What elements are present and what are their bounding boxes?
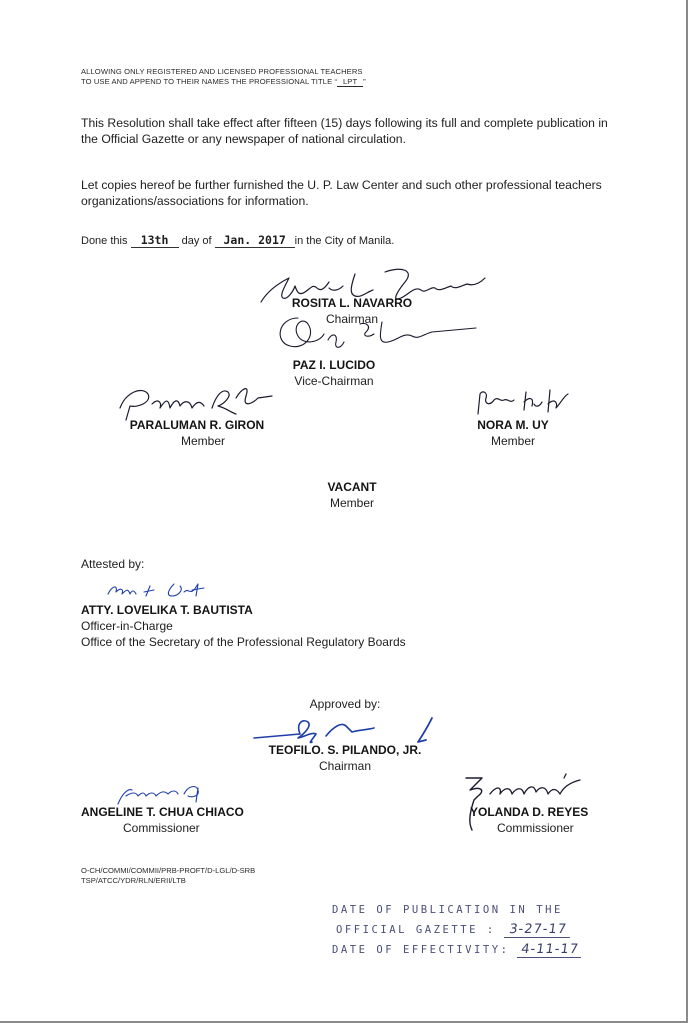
lucido-title: Vice-Chairman [294, 374, 374, 388]
vacant-name: VACANT [327, 480, 377, 494]
effectivity-date-field: 4-11-17 [517, 942, 583, 958]
gazette-date-field: 3-27-17 [504, 922, 572, 938]
resolution-title-header [81, 67, 366, 87]
approved-by-label: Approved by: [309, 697, 381, 711]
header-line-2: TO USE AND APPEND TO THEIR NAMES THE PROFESSIONAL TITLE “ LPT ” [81, 76, 366, 86]
chiaco-name: ANGELINE T. CHUA CHIACO [81, 805, 244, 819]
attested-by-label: Attested by: [81, 557, 145, 571]
navarro-name: ROSITA L. NAVARRO [291, 296, 413, 310]
uy-title: Member [490, 434, 536, 448]
publication-stamp-line-1: DATE OF PUBLICATION IN THE [332, 904, 563, 916]
lucido-name: PAZ I. LUCIDO [292, 358, 376, 372]
pilando-name: TEOFILO. S. PILANDO, JR. [268, 743, 422, 757]
bautista-title-2: Office of the Secretary of the Professional Regulatory Boards [81, 635, 406, 649]
header-line-1: ALLOWING ONLY REGISTERED AND LICENSED PROFESSIONAL TEACHERS [81, 67, 363, 76]
lpt-title: LPT [337, 78, 363, 87]
uy-name: NORA M. UY [477, 418, 549, 432]
month-year-field: Jan. 2017 [215, 233, 295, 248]
bautista-signature [104, 580, 216, 600]
done-this-line: Done this 13th day of Jan. 2017 in the City of Manila. [81, 233, 395, 247]
uy-signature [472, 384, 572, 420]
giron-name: PARALUMAN R. GIRON [129, 418, 265, 432]
reyes-name: YOLANDA D. REYES [470, 805, 589, 819]
chiaco-title: Commissioner [123, 821, 200, 835]
copies-paragraph: Let copies hereof be further furnished the U. P. Law Center and such other professional teachers organizations/associations for information. [81, 178, 602, 208]
bautista-title-1: Officer-in-Charge [81, 619, 173, 633]
lucido-signature [268, 312, 480, 362]
effectivity-paragraph: This Resolution shall take effect after fifteen (15) days following its full and complete publication in the Official Gazette or any newspaper of national circulation. [81, 116, 608, 146]
reyes-title: Commissioner [497, 821, 574, 835]
giron-signature [112, 378, 276, 422]
publication-stamp-line-2: OFFICIAL GAZETTE : 3-27-17 [336, 922, 571, 938]
reference-codes: O-CH/COMMI/COMMII/PRB-PROFT/D-LGL/D-SRB TSP/ATCC/YDR/RLN/ERII/LTB [81, 866, 256, 885]
publication-stamp-line-3: DATE OF EFFECTIVITY: 4-11-17 [332, 942, 582, 958]
chiaco-signature [112, 780, 212, 808]
giron-title: Member [180, 434, 226, 448]
pilando-title: Chairman [318, 759, 372, 773]
vacant-title: Member [329, 496, 375, 510]
bautista-name: ATTY. LOVELIKA T. BAUTISTA [81, 603, 253, 617]
day-field: 13th [131, 233, 179, 248]
navarro-title: Chairman [325, 312, 379, 326]
